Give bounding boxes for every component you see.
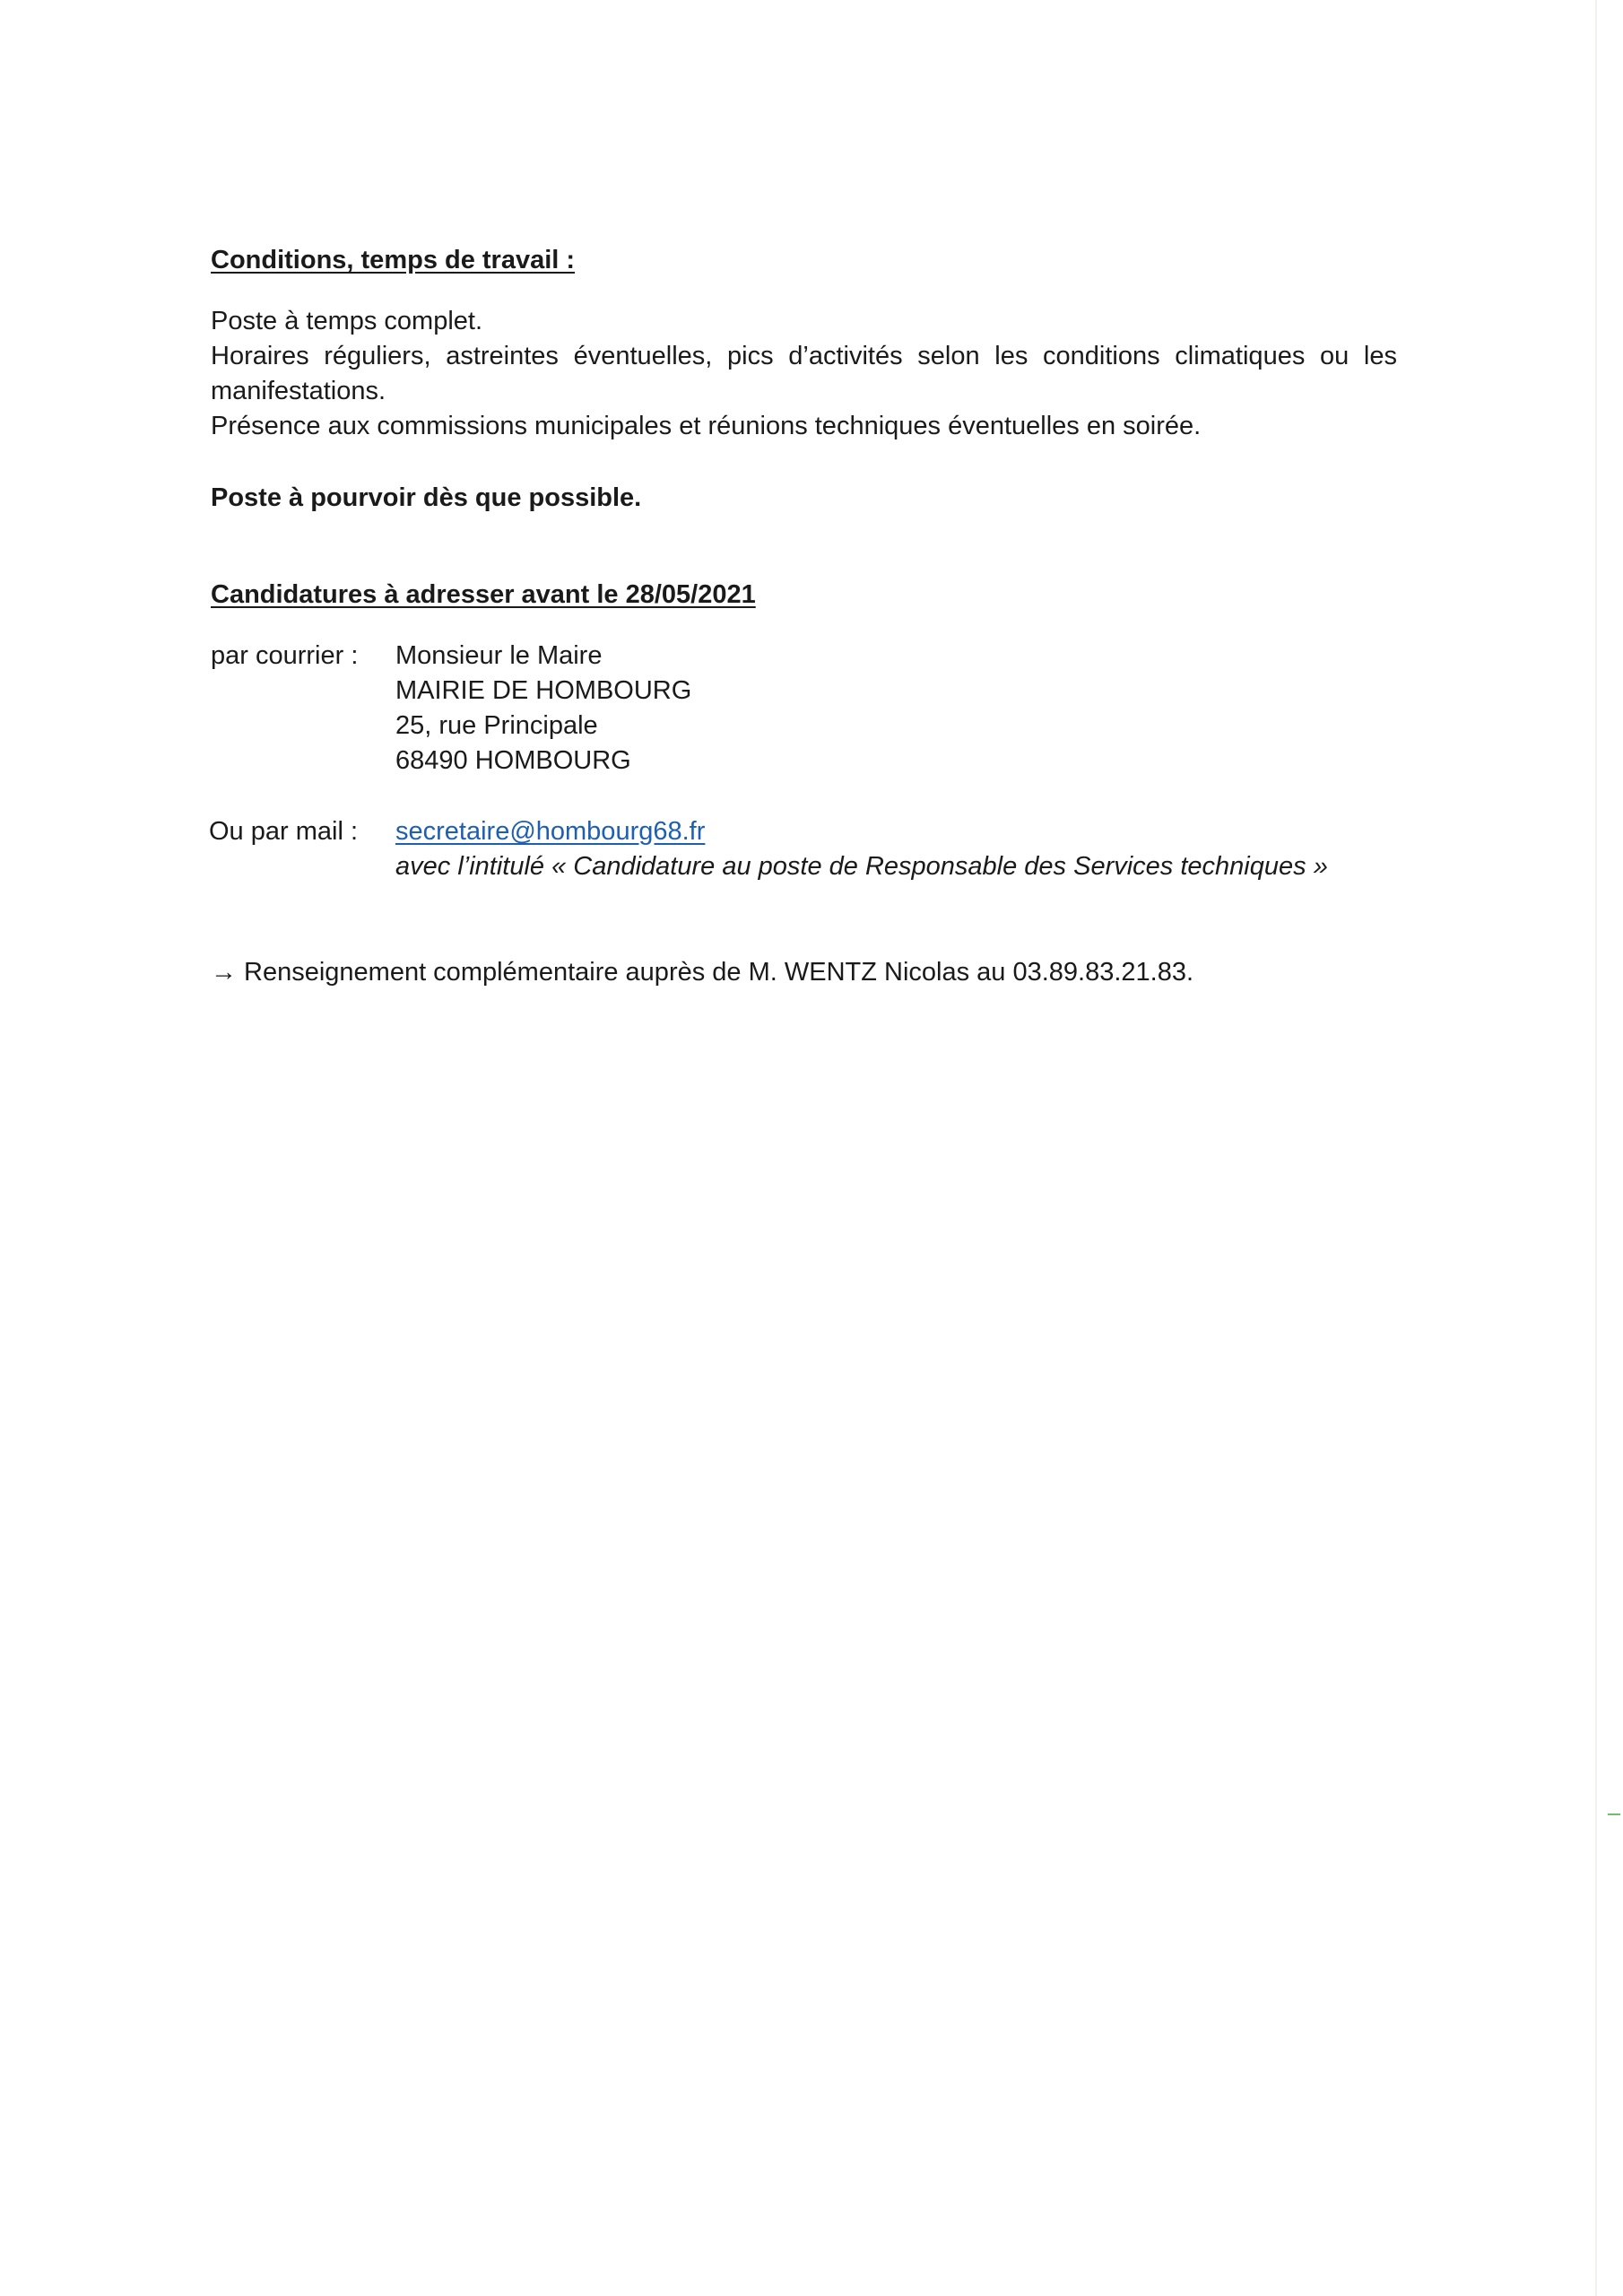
address-line-street: 25, rue Principale	[395, 711, 598, 740]
scan-edge-mark	[1608, 1813, 1620, 1815]
applications-heading: Candidatures à adresser avant le 28/05/2021	[211, 580, 756, 609]
email-label: Ou par mail :	[209, 817, 358, 846]
arrow-right-icon: →	[211, 958, 237, 987]
contact-text: Renseignement complémentaire auprès de M. WENTZ Nicolas au 03.89.83.21.83.	[244, 958, 1194, 987]
address-line-organization: MAIRIE DE HOMBOURG	[395, 676, 692, 705]
conditions-line-hours: Horaires réguliers, astreintes éventuelles, pics d’activités selon les conditions climatiques ou les manifestations.	[211, 342, 1397, 405]
email-link[interactable]: secretaire@hombourg68.fr	[395, 817, 706, 846]
address-line-city: 68490 HOMBOURG	[395, 746, 631, 775]
conditions-heading: Conditions, temps de travail :	[211, 246, 576, 274]
email-row	[209, 814, 1397, 886]
email-details	[395, 814, 1328, 884]
email-subject-note: avec l’intitulé « Candidature au poste de Responsable des Services techniques »	[395, 852, 1328, 881]
conditions-text	[211, 304, 1397, 444]
availability-note: Poste à pourvoir dès que possible.	[211, 483, 642, 512]
scan-edge-line	[1595, 0, 1597, 2296]
postal-address	[395, 639, 691, 778]
address-line-recipient: Monsieur le Maire	[395, 641, 603, 670]
contact-line	[211, 955, 1193, 990]
conditions-line-meetings: Présence aux commissions municipales et réunions techniques éventuelles en soirée.	[211, 412, 1202, 440]
conditions-line-full-time: Poste à temps complet.	[211, 307, 483, 335]
postal-address-row	[211, 639, 1397, 782]
postal-label: par courrier :	[211, 641, 359, 670]
